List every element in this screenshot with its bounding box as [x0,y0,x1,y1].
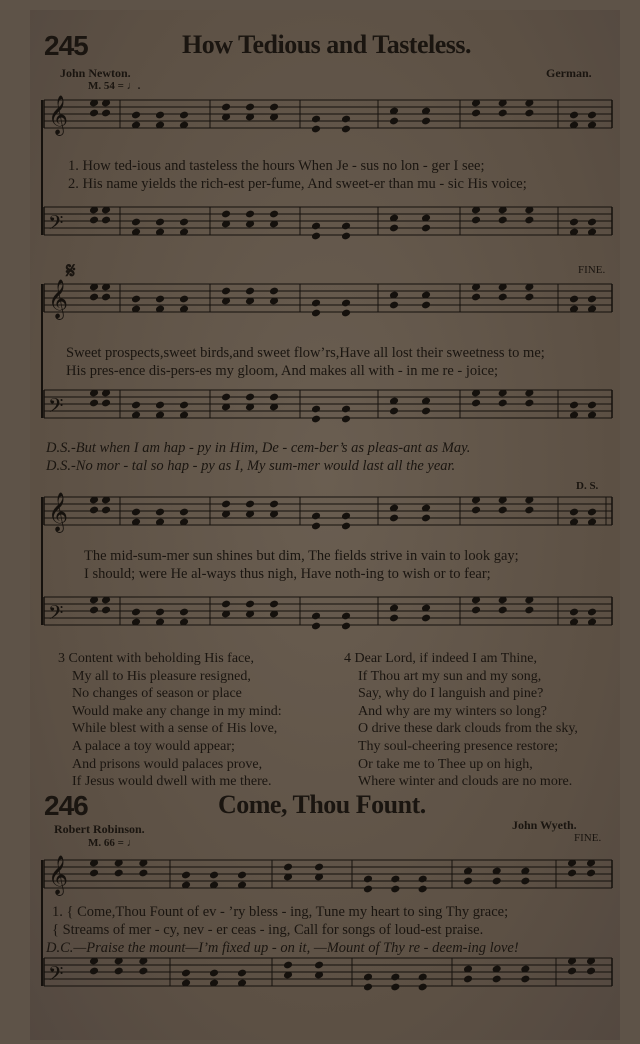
note-head [209,969,219,978]
note-head [341,405,351,414]
note-head [587,111,597,120]
verse-3-line: If Jesus would dwell with me there. [72,774,272,790]
lyric-line-2b: His pres-ence dis-pers-es my gloom, And makes all with - in me re - joice; [66,363,499,379]
lyric-246-line-1: 1. { Come,Thou Fount of ev - ’ry bless - ing, Tune my heart to sing Thy grace; [52,904,509,920]
note-head [569,401,579,410]
note-head [314,863,324,872]
note-head [569,295,579,304]
verse-3-line: 3 Content with beholding His face, [58,651,254,666]
bass-clef-icon: 𝄢 [48,601,64,629]
note-head [421,514,431,523]
note-head [471,606,481,615]
note-head [498,216,508,225]
tempo-245: M. 54 = ♩. [88,80,141,92]
note-head [421,117,431,126]
note-head [567,967,577,976]
note-head [418,875,428,884]
note-head [389,514,399,523]
note-head [389,224,399,233]
note-head [89,399,99,408]
note-head [311,512,321,521]
note-head [569,608,579,617]
fine-245: FINE. [578,264,606,276]
note-head [131,111,141,120]
note-head [269,103,279,112]
composer-245: German. [546,66,592,80]
note-head [520,975,530,984]
note-head [138,967,148,976]
note-head [341,512,351,521]
note-head [131,401,141,410]
note-head [587,218,597,227]
note-head [341,125,351,134]
note-head [390,973,400,982]
note-head [389,407,399,416]
note-head [221,287,231,296]
composer-246: John Wyeth. [512,818,577,832]
note-head [269,393,279,402]
note-head [498,506,508,515]
lyric-line-3b: D.S.-No mor - tal so hap - py as I, My sum-mer would last all the year. [46,458,456,474]
note-head [89,506,99,515]
note-head [101,293,111,302]
note-head [524,506,534,515]
note-head [221,103,231,112]
note-head [567,869,577,878]
fine-246: FINE. [574,832,602,844]
note-head [311,309,321,318]
note-head [131,295,141,304]
note-head [311,612,321,621]
verse-4-line: Say, why do I languish and pine? [358,686,544,702]
note-head [421,407,431,416]
note-head [179,111,189,120]
note-head [421,224,431,233]
note-head [314,961,324,970]
verse-3-line: No changes of season or place [72,686,242,702]
note-head [283,863,293,872]
note-head [498,399,508,408]
verse-4-line: And why are my winters so long? [358,703,547,719]
note-head [471,506,481,515]
note-head [341,232,351,241]
note-head [179,218,189,227]
note-head [245,210,255,219]
note-head [418,885,428,894]
note-head [237,871,247,880]
note-head [463,877,473,886]
note-head [101,399,111,408]
note-head [155,218,165,227]
lyric-line-1a: 1. How ted-ious and tasteless the hours When Je - sus no lon - ger I see; [68,158,485,174]
hymn-title-245: How Tedious and Tasteless. [182,30,472,59]
note-head [155,401,165,410]
note-head [471,109,481,118]
note-head [221,600,231,609]
treble-clef-icon: 𝄞 [48,279,69,319]
note-head [179,608,189,617]
note-head [341,309,351,318]
note-head [283,961,293,970]
verse-4-line: Thy soul-cheering presence restore; [358,738,559,754]
note-head [114,869,124,878]
note-head [155,111,165,120]
author-246: Robert Robinson. [54,822,145,836]
note-head [341,622,351,631]
treble-clef-icon: 𝄞 [48,492,69,532]
note-head [471,399,481,408]
verse-3-line: A palace a toy would appear; [72,738,235,754]
note-head [245,103,255,112]
note-head [389,301,399,310]
note-head [269,500,279,509]
note-head [363,983,373,992]
verse-3-line: My all to His pleasure resigned, [72,668,251,684]
note-head [89,216,99,225]
note-head [221,210,231,219]
note-head [179,295,189,304]
note-head [341,222,351,231]
note-head [89,967,99,976]
lyric-line-4b: I should; were He al-ways thus nigh, Have noth-ing to wish or to fear; [84,566,491,582]
note-head [587,401,597,410]
note-head [363,885,373,894]
note-head [221,393,231,402]
note-head [245,600,255,609]
note-head [586,869,596,878]
verse-3 [58,650,328,791]
lyric-line-1b: 2. His name yields the rich-est per-fume, And sweet-er than mu - sic His voice; [68,176,527,192]
note-head [524,109,534,118]
note-head [569,111,579,120]
note-head [418,973,428,982]
verse-4-line: 4 Dear Lord, if indeed I am Thine, [344,651,537,666]
note-head [101,109,111,118]
note-head [245,500,255,509]
bass-clef-icon: 𝄢 [48,962,64,990]
lyric-line-3a: D.S.-But when I am hap - py in Him, De - cem-ber’s as pleas-ant as May. [46,440,471,456]
note-head [155,295,165,304]
note-head [221,500,231,509]
note-head [131,218,141,227]
tempo-246: M. 66 = ♩ [88,837,138,849]
note-head [245,393,255,402]
lyric-246-line-3: D.C.—Praise the mount—I’m fixed up - on it, —Mount of Thy re - deem-ing love! [46,940,519,956]
verse-4-line: Or take me to Thee up on high, [358,756,533,772]
note-head [418,983,428,992]
note-head [131,508,141,517]
note-head [131,608,141,617]
verse-3-line: And prisons would palaces prove, [72,756,263,772]
note-head [471,293,481,302]
note-head [311,522,321,531]
note-head [245,287,255,296]
note-head [492,975,502,984]
note-head [89,293,99,302]
note-head [520,877,530,886]
note-head [89,109,99,118]
note-head [363,875,373,884]
note-head [524,293,534,302]
ds-245: D. S. [576,480,599,492]
verse-4-line: If Thou art my sun and my song, [358,668,542,684]
note-head [181,969,191,978]
note-head [311,405,321,414]
note-head [311,299,321,308]
note-head [269,287,279,296]
note-head [181,871,191,880]
note-head [498,109,508,118]
lyric-line-2a: Sweet prospects,sweet birds,and sweet flow’rs,Have all lost their sweetness to me; [66,345,545,361]
note-head [390,983,400,992]
note-head [587,295,597,304]
note-head [179,508,189,517]
treble-clef-icon: 𝄞 [48,95,69,135]
verse-4-line: O drive these dark clouds from the sky, [358,721,578,737]
verse-4 [344,650,624,791]
note-head [587,508,597,517]
author-245: John Newton. [60,66,131,80]
note-head [587,608,597,617]
note-head [237,969,247,978]
lyric-246-line-2: { Streams of mer - cy, nev - er ceas - ing, Call for songs of loud-est praise. [52,922,484,938]
note-head [341,299,351,308]
note-head [492,877,502,886]
note-head [586,967,596,976]
note-head [463,975,473,984]
treble-clef-icon: 𝄞 [48,855,69,895]
note-head [269,600,279,609]
note-head [101,506,111,515]
note-head [101,606,111,615]
note-head [155,608,165,617]
bass-clef-icon: 𝄢 [48,211,64,239]
note-head [363,973,373,982]
note-head [341,415,351,424]
note-head [311,415,321,424]
note-head [390,875,400,884]
note-head [569,218,579,227]
note-head [421,614,431,623]
note-head [524,606,534,615]
note-head [524,399,534,408]
verse-3-line: Would make any change in my mind: [72,703,282,719]
hymn-number-246: 246 [44,790,88,821]
note-head [341,115,351,124]
verse-3-line: While blest with a sense of His love, [72,721,278,737]
note-head [138,869,148,878]
note-head [524,216,534,225]
note-head [209,871,219,880]
note-head [89,606,99,615]
note-head [421,301,431,310]
lyric-line-4a: The mid-sum-mer sun shines but dim, The fields strive in vain to look gay; [84,548,519,564]
bass-clef-icon: 𝄢 [48,394,64,422]
hymn-number-245: 245 [44,30,88,61]
note-head [498,606,508,615]
note-head [498,293,508,302]
note-head [311,222,321,231]
note-head [269,210,279,219]
note-head [114,967,124,976]
note-head [341,612,351,621]
note-head [311,115,321,124]
note-head [89,869,99,878]
segno-sign: 𝄋 [66,258,76,283]
note-head [155,508,165,517]
note-head [390,885,400,894]
note-head [101,216,111,225]
note-head [179,401,189,410]
note-head [471,216,481,225]
hymn-title-246: Come, Thou Fount. [218,790,426,819]
note-head [389,614,399,623]
note-head [389,117,399,126]
note-head [311,232,321,241]
note-head [341,522,351,531]
verse-4-line: Where winter and clouds are no more. [358,774,573,790]
note-head [311,125,321,134]
note-head [569,508,579,517]
note-head [311,622,321,631]
